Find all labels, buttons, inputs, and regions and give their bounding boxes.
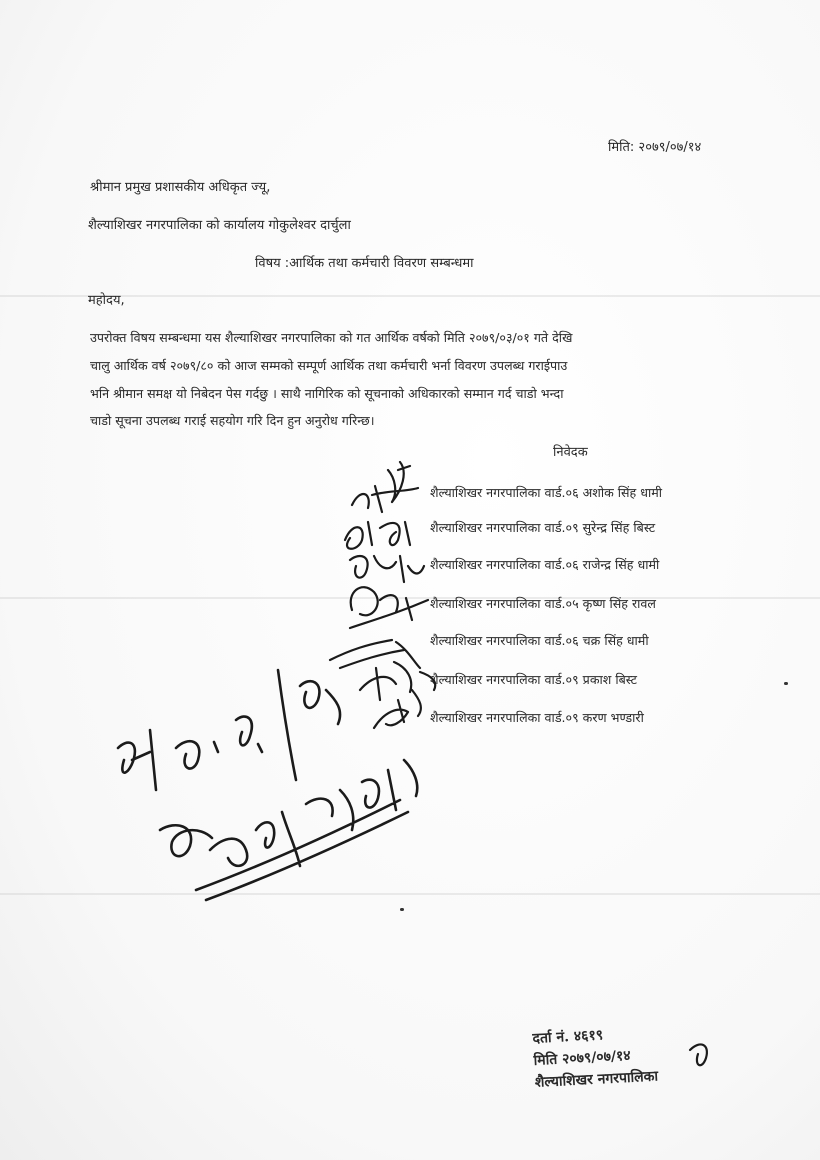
body-paragraph-line: चाडो सूचना उपलब्ध गराई सहयोग गरि दिन हुन अनुरोध गरिन्छ। bbox=[90, 413, 375, 428]
applicant-row: शैल्याशिखर नगरपालिका वार्ड.०९ सुरेन्द्र सिंह बिस्ट bbox=[430, 520, 656, 535]
fold-crease bbox=[0, 893, 820, 895]
registration-stamp bbox=[532, 1022, 659, 1094]
letter-subject: विषय :आर्थिक तथा कर्मचारी विवरण सम्बन्धमा bbox=[255, 256, 474, 271]
recipient-title: श्रीमान प्रमुख प्रशासकीय अधिकृत ज्यू, bbox=[90, 180, 271, 195]
stamp-date: मिति २०७९/०७/१४ bbox=[533, 1047, 631, 1069]
salutation: महोदय, bbox=[88, 293, 125, 308]
applicant-row: शैल्याशिखर नगरपालिका वार्ड.०५ कृष्ण सिंह रावल bbox=[430, 596, 656, 611]
applicant-row: शैल्याशिखर नगरपालिका वार्ड.०६ राजेन्द्र सिंह धामी bbox=[430, 557, 660, 572]
body-paragraph-line: उपरोक्त विषय सम्बन्धमा यस शैल्याशिखर नगरपालिका को गत आर्थिक वर्षको मिति २०७९/०३/०१ गते देखि bbox=[90, 330, 573, 345]
applicant-row: शैल्याशिखर नगरपालिका वार्ड.०६ चक्र सिंह धामी bbox=[430, 633, 649, 648]
ink-dot bbox=[400, 908, 404, 911]
letter-date: मिति: २०७९/०७/१४ bbox=[608, 140, 702, 155]
stamp-office: शैल्याशिखर नगरपालिका bbox=[534, 1068, 659, 1091]
applicant-row: शैल्याशिखर नगरपालिका वार्ड.०९ करण भण्डारी bbox=[430, 710, 644, 725]
fold-crease bbox=[0, 597, 820, 599]
applicant-heading: निवेदक bbox=[553, 445, 588, 460]
ink-dot bbox=[784, 682, 788, 685]
applicant-row: शैल्याशिखर नगरपालिका वार्ड.०६ अशोक सिंह धामी bbox=[430, 485, 663, 500]
recipient-office: शैल्याशिखर नगरपालिका को कार्यालय गोकुलेश्वर दार्चुला bbox=[88, 218, 351, 233]
applicant-row: शैल्याशिखर नगरपालिका वार्ड.०९ प्रकाश बिस्ट bbox=[430, 672, 638, 687]
body-paragraph-line: चालु आर्थिक वर्ष २०७९/८० को आज सम्मको सम्पूर्ण आर्थिक तथा कर्मचारी भर्ना विवरण उपलब्ध गराईपाउ bbox=[90, 358, 568, 373]
stamp-darta-number: दर्ता नं. ४६१९ bbox=[532, 1027, 604, 1047]
body-paragraph-line: भनि श्रीमान समक्ष यो निबेदन पेस गर्दछु । साथै नागिरिक को सूचनाको अधिकारको सम्मान गर्द चाडो भन्दा bbox=[90, 386, 564, 401]
